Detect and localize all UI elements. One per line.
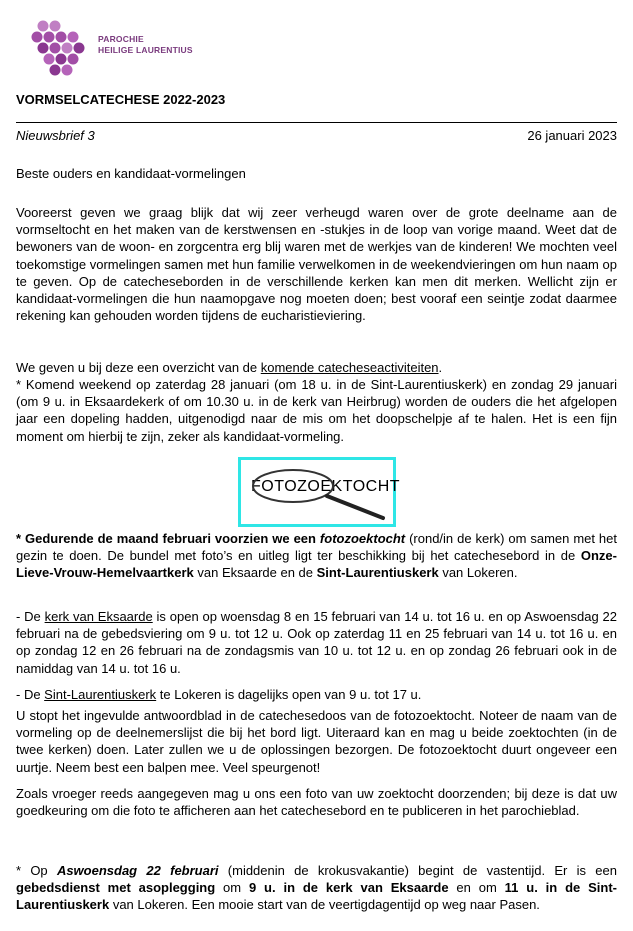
instructions-paragraph: U stopt het ingevulde antwoordblad in de catechesedoos van de fotozoektocht. Noteer de naam van de vormeling op de deelnemerslijst die bij het bord ligt. Uiteraard kan en mag u beide zoektochten (in de twee kerken) doen. Later zullen we u de oplossingen bezorgen. De fotozoektocht duurt ongeveer een uurtje. Neem best een balpen mee. Veel speurgenot!	[16, 708, 617, 775]
ash-text-3: en om	[448, 880, 505, 896]
eksaarde-hours	[16, 608, 617, 677]
parish-name	[98, 34, 193, 56]
ash-lokeren-time: 11 u. in de Sint-Laurentiuskerk	[16, 880, 617, 913]
fotozoektocht-text-1: (rond/in de kerk) om samen met het gezin te doen. De bundel met foto’s en uitleg ligt ter beschikking bij het catechesebord in de	[16, 531, 618, 564]
newsletter-date: 26 januari 2023	[527, 128, 617, 143]
fotozoektocht-lead: * Gedurende de maand februari voorzien we een	[16, 531, 320, 546]
eksaarde-text: is open op woensdag 8 en 15 februari van 14 u. tot 16 u. en op Aswoensdag 22 februari na de gebedsviering om 9 u. tot 12 u. Ook op zaterdag 11 en 25 februari van 14 u. tot 16 u. en op zondag 12 en 26 februari na de zondagsmis van 10 u. tot 12 u. en op zondag 26 februari ook in de namiddag van 14 u. tot 16 u.	[16, 609, 618, 676]
parish-line-1: PAROCHIE	[98, 34, 144, 44]
newsletter-number: Nieuwsbrief 3	[16, 128, 95, 143]
ash-eksaarde-time: 9 u. in de kerk van Eksaarde	[248, 880, 449, 896]
photo-consent-paragraph: Zoals vroeger reeds aangegeven mag u ons een foto van uw zoektocht doorzenden; bij deze is dat uw goedkeuring om die foto te afficheren aan het catechesebord en te publiceren in het parochieblad.	[16, 786, 617, 819]
ashwednesday-paragraph	[16, 862, 617, 914]
baptism-paragraph: * Komend weekend op zaterdag 28 januari (om 18 u. in de Sint-Laurentiuskerk) en zondag 29 januari (om 9 u. in Eksaardekerk of om 10.30 u. in de kerk van Heirbrug) worden de ouders die het afgelopen jaar een dopeling hadden, uitgenodigd naar de mis om het doopschelpje af te halen. Het is een fijn moment om hierbij te zijn, zeker als kandidaat-vormeling.	[16, 377, 617, 444]
document-title: VORMSELCATECHESE 2022-2023	[16, 92, 226, 107]
header-divider	[16, 122, 617, 123]
lokeren-hours	[16, 686, 617, 703]
lokeren-text: te Lokeren is dagelijks open van 9 u. tot 17 u.	[156, 687, 422, 702]
fotozoektocht-text-3: van Lokeren.	[438, 565, 518, 581]
eksaarde-link[interactable]: kerk van Eksaarde	[44, 609, 153, 624]
activities-link[interactable]: komende catecheseactiviteiten	[260, 360, 439, 375]
ash-text-4: van Lokeren. Een mooie start van de veertigdagentijd op weg naar Pasen.	[109, 897, 540, 913]
ash-service: gebedsdienst met asoplegging	[16, 880, 216, 896]
fotozoektocht-text-2: van Eksaarde en de	[193, 565, 317, 581]
magnifier-icon	[241, 460, 393, 524]
fotozoektocht-label: FOTOZOEKTOCHT	[251, 478, 401, 495]
fotozoektocht-image	[238, 457, 401, 527]
overview-suffix: .	[438, 360, 443, 375]
parish-line-2: HEILIGE LAURENTIUS	[98, 45, 193, 55]
ash-day: Aswoensdag 22 februari	[56, 863, 219, 878]
overview-line	[16, 359, 617, 376]
fotozoektocht-paragraph	[16, 530, 617, 582]
greeting: Beste ouders en kandidaat-vormelingen	[16, 166, 246, 181]
lokeren-prefix: - De	[16, 687, 45, 702]
eksaarde-prefix: - De	[16, 609, 45, 624]
lokeren-link[interactable]: Sint-Laurentiuskerk	[44, 687, 157, 702]
overview-prefix: We geven u bij deze een overzicht van de	[16, 360, 261, 375]
ash-text-2: om	[215, 880, 249, 896]
ash-lead: * Op	[16, 863, 57, 878]
church-olv: Onze-Lieve-Vrouw-Hemelvaartkerk	[16, 548, 617, 581]
church-laurentius: Sint-Laurentiuskerk	[316, 565, 439, 581]
parish-logo	[28, 16, 98, 78]
intro-paragraph: Vooreerst geven we graag blijk dat wij zeer verheugd waren over de grote deelname aan de vormseltocht en het maken van de kerstwensen en -stukjes in de loop van vorige maand. Weet dat de bewoners van de woon- en zorgcentra erg blij waren met de werkjes van de kinderen! We mochten veel toekomstige vormelingen samen met hun familie verwelkomen in de weekendvieringen om hun naam op te geven. Op de catecheseborden in de verschillende kerken kan men dit merken. Wellicht zijn er kandidaat-vormelingen die hun naamopgave nog moeten doen; best vooraf een seintje zodat daarmee rekening kan gehouden worden tijdens de eucharistieviering.	[16, 205, 617, 324]
fotozoektocht-term: fotozoektocht	[319, 531, 406, 546]
ash-text-1: (middenin de krokusvakantie) begint de vastentijd. Er is een	[218, 863, 617, 878]
